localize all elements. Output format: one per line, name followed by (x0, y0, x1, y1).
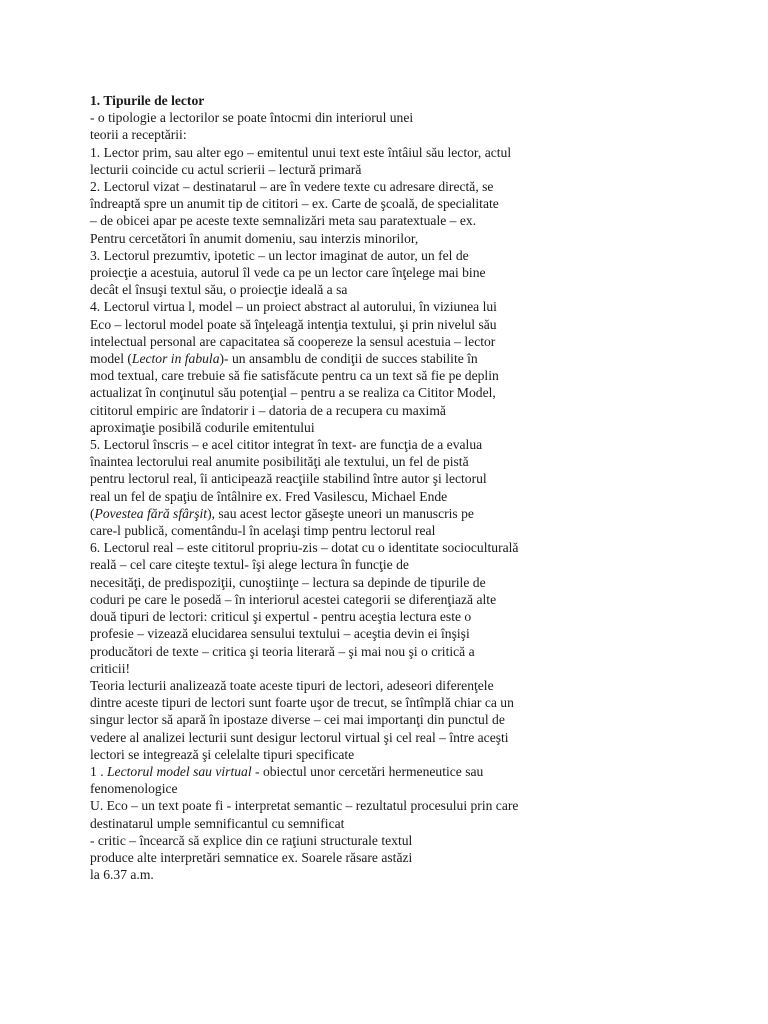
text-line: 2. Lectorul vizat – destinatarul – are în vedere texte cu adresare directă, se (90, 179, 494, 195)
text-line: 4. Lectorul virtua l, model – un proiect abstract al autorului, în viziunea lui (90, 299, 497, 315)
italic-title-lector-in-fabula: Lector in fabula (131, 351, 220, 367)
text-line: coduri pe care le posedă – în interiorul acestei categorii se diferenţiază alte (90, 591, 497, 607)
text-line: decât el însuşi textul său, o proiecţie ideală a sa (90, 282, 348, 298)
text-line: real un fel de spaţiu de întâlnire ex. Fred Vasilescu, Michael Ende (90, 488, 448, 504)
text-line: 6. Lectorul real – este cititorul propriu-zis – dotat cu o identitate socioculturală (90, 540, 519, 556)
text-line: destinatarul umple semnificantul cu semnificat (90, 815, 345, 831)
text-line: teorii a receptării: (90, 127, 187, 143)
text-line: lectori se integrează şi celelalte tipuri specificate (90, 746, 355, 762)
text-line: reală – cel care citeşte textul- îşi alege lectura în funcţie de (90, 557, 409, 573)
document-body (90, 92, 690, 883)
text-line-lector-model (90, 763, 690, 780)
text-line: 3. Lectorul prezumtiv, ipotetic – un lector imaginat de autor, un fel de (90, 247, 469, 263)
text-fragment: ), sau acest lector găseşte uneori un manuscris pe (207, 505, 474, 521)
section-title: 1. Tipurile de lector (90, 93, 205, 108)
text-fragment: 1 . (90, 763, 107, 779)
text-line: singur lector să apară în ipostaze diverse – cei mai importanţi din punctul de (90, 712, 505, 728)
text-line: mod textual, care trebuie să fie satisfăcute pentru ca un text să fie pe deplin (90, 368, 499, 384)
text-block-b (90, 367, 690, 505)
text-line: lecturii coincide cu actul scrierii – lectură primară (90, 161, 362, 177)
text-line: la 6.37 a.m. (90, 867, 154, 883)
text-block-d (90, 780, 690, 883)
text-line: care-l publică, comentându-l în acelaşi timp pentru lectorul real (90, 523, 436, 539)
text-line: produce alte interpretări semnatice ex. Soarele răsare astăzi (90, 849, 413, 865)
text-line: cititorul empiric are îndatorir i – datoria de a recupera cu maximă (90, 402, 446, 418)
text-line: actualizat în conţinutul său potenţial – pentru a se realiza ca Cititor Model, (90, 385, 496, 401)
text-line-povestea (90, 505, 690, 522)
text-line: criticii! (90, 660, 131, 676)
text-line: 5. Lectorul înscris – e acel cititor integrat în text- are funcţia de a evalua (90, 437, 483, 453)
text-block-a (90, 109, 690, 350)
text-line: Pentru cercetători în anumit domeniu, sau interzis minorilor, (90, 230, 419, 246)
text-fragment: )- un ansamblu de condiţii de succes stabilite în (219, 351, 478, 367)
text-line: fenomenologice (90, 781, 178, 797)
text-line: Eco – lectorul model poate să înţeleagă intenţia textului, şi prin nivelul său (90, 316, 497, 332)
text-line: producători de texte – critica şi teoria literară – şi mai nou şi o critică a (90, 643, 475, 659)
text-line: aproximaţie posibilă codurile emitentului (90, 419, 315, 435)
text-line: două tipuri de lectori: criticul şi expertul - pentru aceştia lectura este o (90, 609, 472, 625)
text-line: - o tipologie a lectorilor se poate întocmi din interiorul unei (90, 110, 414, 126)
text-block-c (90, 522, 690, 763)
text-line: profesie – vizează elucidarea sensului textului – aceştia devin ei înşişi (90, 626, 470, 642)
text-line: vedere al analizei lecturii sunt desigur lectorul virtual şi cel real – între aceşti (90, 729, 509, 745)
text-line: Teoria lecturii analizează toate aceste tipuri de lectori, adeseori diferenţele (90, 677, 494, 693)
italic-heading-lector-model: Lectorul model sau virtual (107, 763, 252, 779)
text-line: – de obicei apar pe aceste texte semnalizări meta sau paratextuale – ex. (90, 213, 477, 229)
text-line: U. Eco – un text poate fi - interpretat semantic – rezultatul procesului prin care (90, 798, 519, 814)
text-line: 1. Lector prim, sau alter ego – emitentul unui text este întâiul său lector, actul (90, 144, 512, 160)
text-line: necesităţi, de predispoziţii, cunoştiinţe – lectura sa depinde de tipurile de (90, 574, 486, 590)
text-line: înaintea lectorului real anumite posibilităţi ale textului, un fel de pistă (90, 454, 469, 470)
text-line: - critic – încearcă să explice din ce raţiuni structurale textul (90, 832, 413, 848)
text-fragment: ( (90, 505, 95, 521)
text-line: pentru lectorul real, îi anticipează reacţiile stabilind între autor şi lectorul (90, 471, 487, 487)
text-line: îndreaptă spre un anumit tip de cititori – ex. Carte de şcoală, de specialitate (90, 196, 499, 212)
italic-title-povestea: Povestea fără sfârşit (94, 505, 208, 521)
text-fragment: - obiectul unor cercetări hermeneutice sau (251, 763, 484, 779)
text-line: intelectual personal are capacitatea să coopereze la sensul acestuia – lector (90, 333, 496, 349)
text-line-lector-in-fabula (90, 350, 690, 367)
text-fragment: model ( (90, 351, 132, 367)
text-line: dintre aceste tipuri de lectori sunt foarte uşor de trecut, se întîmplă chiar ca un (90, 695, 514, 711)
text-line: proiecţie a acestuia, autorul îl vede ca pe un lector care înţelege mai bine (90, 265, 486, 281)
